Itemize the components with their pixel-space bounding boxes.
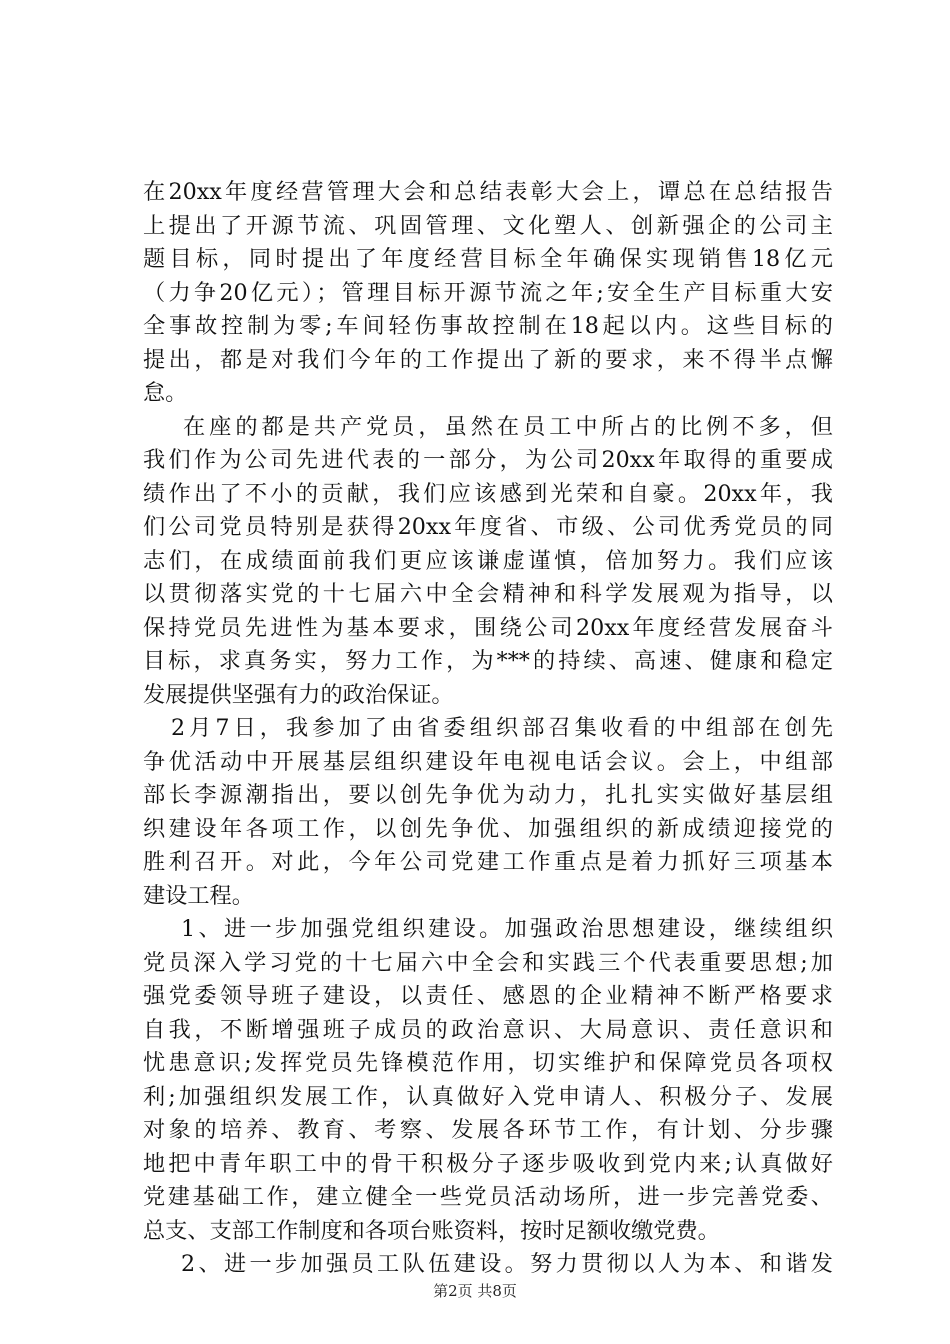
text-line: 部长李源潮指出，要以创先争优为动力，扎扎实实做好基层组 — [143, 782, 833, 808]
paragraph-1 — [143, 176, 833, 411]
text-line: （力争20亿元）；管理目标开源节流之年;安全生产目标重大安 — [143, 279, 833, 306]
text-line: 对象的培养、教育、考察、发展各环节工作，有计划、分步骤 — [143, 1117, 833, 1143]
page-number-label: 第2页 共8页 — [433, 1282, 517, 1300]
text-line: 2月7日，我参加了由省委组织部召集收看的中组部在创先 — [171, 715, 833, 741]
paragraph-4 — [143, 913, 833, 1248]
paragraph-2 — [143, 411, 833, 713]
text-line: 怠。 — [143, 380, 188, 406]
text-line: 2、进一步加强员工队伍建设。努力贯彻以人为本、和谐发 — [181, 1251, 833, 1277]
text-line: 在20xx年度经营管理大会和总结表彰大会上，谭总在总结报告 — [143, 179, 833, 205]
text-line: 织建设年各项工作，以创先争优、加强组织的新成绩迎接党的 — [143, 815, 833, 842]
paragraph-3 — [143, 712, 833, 913]
text-line: 忧患意识;发挥党员先锋模范作用，切实维护和保障党员各项权 — [143, 1050, 833, 1076]
text-line: 在座的都是共产党员，虽然在员工中所占的比例不多，但 — [183, 413, 833, 440]
text-line: 我们作为公司先进代表的一部分，为公司20xx年取得的重要成 — [143, 447, 833, 473]
text-line: 绩作出了不小的贡献，我们应该感到光荣和自豪。20xx年，我 — [143, 480, 833, 507]
text-line: 们公司党员特别是获得20xx年度省、市级、公司优秀党员的同 — [143, 514, 833, 540]
text-line: 党员深入学习党的十七届六中全会和实践三个代表重要思想;加 — [143, 949, 833, 976]
text-line: 题目标，同时提出了年度经营目标全年确保实现销售18亿元 — [143, 246, 833, 272]
text-line: 全事故控制为零;车间轻伤事故控制在18起以内。这些目标的 — [143, 313, 833, 339]
text-line: 保持党员先进性为基本要求，围绕公司20xx年度经营发展奋斗 — [143, 614, 833, 641]
text-line: 目标，求真务实，努力工作，为***的持续、高速、健康和稳定 — [143, 648, 833, 674]
text-line: 上提出了开源节流、巩固管理、文化塑人、创新强企的公司主 — [143, 212, 833, 239]
text-line: 提出，都是对我们今年的工作提出了新的要求，来不得半点懈 — [143, 346, 833, 373]
text-line: 党建基础工作，建立健全一些党员活动场所，进一步完善党委、 — [143, 1184, 833, 1210]
paragraph-5 — [143, 1248, 833, 1282]
text-line: 胜利召开。对此，今年公司党建工作重点是着力抓好三项基本 — [143, 849, 833, 875]
text-line: 总支、支部工作制度和各项台账资料，按时足额收缴党费。 — [143, 1217, 720, 1244]
text-line: 以贯彻落实党的十七届六中全会精神和科学发展观为指导，以 — [143, 581, 833, 607]
text-line: 1、进一步加强党组织建设。加强政治思想建设，继续组织 — [181, 916, 833, 942]
text-line: 利;加强组织发展工作，认真做好入党申请人、积极分子、发展 — [143, 1083, 833, 1110]
text-line: 志们，在成绩面前我们更应该谦虚谨慎，倍加努力。我们应该 — [143, 547, 833, 574]
text-line: 地把中青年职工中的骨干积极分子逐步吸收到党内来;认真做好 — [143, 1150, 833, 1177]
text-line: 强党委领导班子建设，以责任、感恩的企业精神不断严格要求 — [143, 983, 833, 1009]
text-line: 争优活动中开展基层组织建设年电视电话会议。会上，中组部 — [143, 748, 833, 775]
text-line: 自我，不断增强班子成员的政治意识、大局意识、责任意识和 — [143, 1016, 833, 1043]
text-line: 建设工程。 — [143, 882, 254, 909]
document-body — [143, 176, 833, 1282]
text-line: 发展提供坚强有力的政治保证。 — [143, 681, 454, 708]
page-footer — [0, 1280, 950, 1301]
